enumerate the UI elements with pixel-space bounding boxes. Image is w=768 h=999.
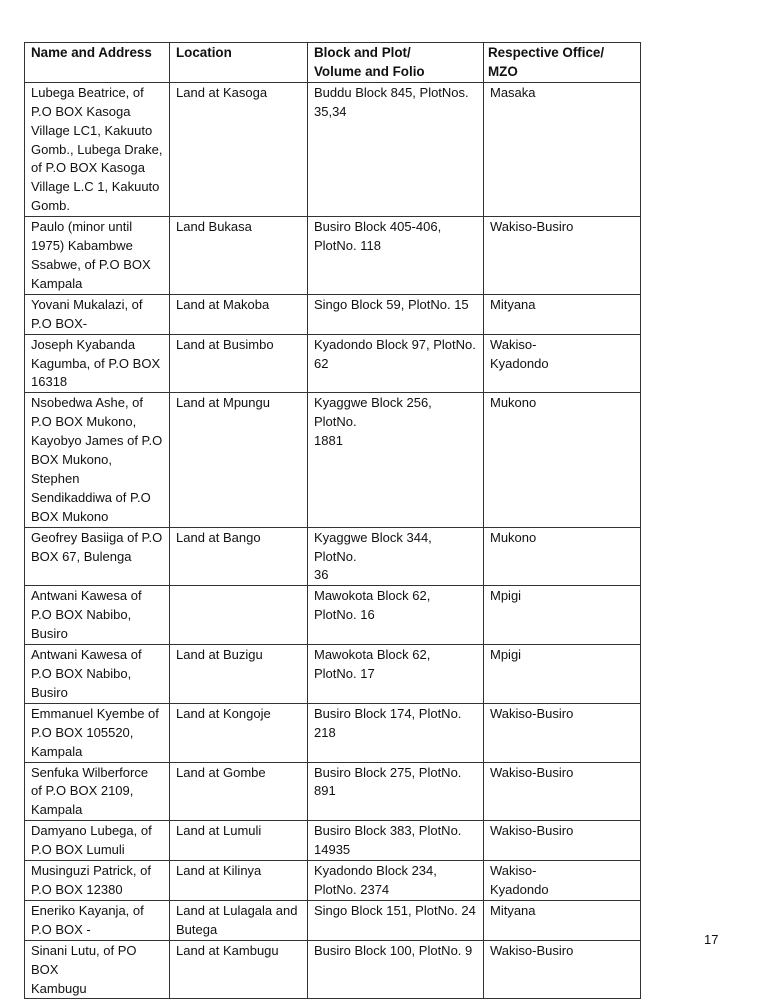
cell-block-plot: Busiro Block 383, PlotNo. 14935 [308, 821, 484, 861]
cell-name-address: Musinguzi Patrick, of P.O BOX 12380 [25, 861, 170, 901]
header-block-plot: Block and Plot/ Volume and Folio [308, 43, 484, 83]
cell-location: Land at Bango [170, 527, 308, 586]
cell-block-plot: Mawokota Block 62, PlotNo. 17 [308, 645, 484, 704]
cell-location: Land at Lumuli [170, 821, 308, 861]
cell-block-plot: Singo Block 59, PlotNo. 15 [308, 294, 484, 334]
cell-block-plot: Singo Block 151, PlotNo. 24 [308, 900, 484, 940]
cell-location: Land at Mpungu [170, 393, 308, 527]
table-row [25, 294, 641, 334]
cell-location: Land at Busimbo [170, 334, 308, 393]
table-row [25, 861, 641, 901]
cell-block-plot: Kyadondo Block 97, PlotNo. 62 [308, 334, 484, 393]
cell-office: Wakiso- Kyadondo [484, 861, 641, 901]
header-name-address: Name and Address [25, 43, 170, 83]
table-header-row [25, 43, 641, 83]
cell-block-plot: Kyaggwe Block 256, PlotNo. 1881 [308, 393, 484, 527]
cell-location: Land at Kasoga [170, 82, 308, 216]
table-row [25, 703, 641, 762]
cell-block-plot: Buddu Block 845, PlotNos. 35,34 [308, 82, 484, 216]
cell-name-address: Damyano Lubega, of P.O BOX Lumuli [25, 821, 170, 861]
cell-block-plot: Busiro Block 100, PlotNo. 9 [308, 940, 484, 999]
table-row [25, 527, 641, 586]
cell-name-address: Antwani Kawesa of P.O BOX Nabibo, Busiro [25, 645, 170, 704]
cell-name-address: Paulo (minor until 1975) Kabambwe Ssabwe, of P.O BOX Kampala [25, 217, 170, 295]
cell-location: Land at Kilinya [170, 861, 308, 901]
cell-block-plot: Busiro Block 275, PlotNo. 891 [308, 762, 484, 821]
cell-location: Land at Kambugu [170, 940, 308, 999]
cell-office: Wakiso-Busiro [484, 940, 641, 999]
cell-office: Mityana [484, 900, 641, 940]
cell-location: Land at Kongoje [170, 703, 308, 762]
cell-block-plot: Kyaggwe Block 344, PlotNo. 36 [308, 527, 484, 586]
cell-name-address: Sinani Lutu, of PO BOX Kambugu [25, 940, 170, 999]
cell-name-address: Eneriko Kayanja, of P.O BOX - [25, 900, 170, 940]
table-row [25, 940, 641, 999]
cell-office: Wakiso-Busiro [484, 762, 641, 821]
land-register-table [24, 42, 641, 999]
table-row [25, 334, 641, 393]
cell-name-address: Emmanuel Kyembe of P.O BOX 105520, Kampala [25, 703, 170, 762]
cell-block-plot: Mawokota Block 62, PlotNo. 16 [308, 586, 484, 645]
table-body [25, 82, 641, 999]
cell-name-address: Senfuka Wilberforce of P.O BOX 2109, Kampala [25, 762, 170, 821]
table-row [25, 900, 641, 940]
cell-office: Wakiso- Kyadondo [484, 334, 641, 393]
cell-block-plot: Kyadondo Block 234, PlotNo. 2374 [308, 861, 484, 901]
cell-office: Wakiso-Busiro [484, 217, 641, 295]
cell-location: Land at Lulagala and Butega [170, 900, 308, 940]
cell-name-address: Yovani Mukalazi, of P.O BOX- [25, 294, 170, 334]
table-row [25, 217, 641, 295]
cell-office: Wakiso-Busiro [484, 703, 641, 762]
cell-location: Land Bukasa [170, 217, 308, 295]
table-row [25, 762, 641, 821]
cell-name-address: Nsobedwa Ashe, of P.O BOX Mukono, Kayobyo James of P.O BOX Mukono, Stephen Sendikaddiwa of P.O BOX Mukono [25, 393, 170, 527]
header-office: Respective Office/ MZO [484, 43, 641, 83]
cell-name-address: Geofrey Basiiga of P.O BOX 67, Bulenga [25, 527, 170, 586]
cell-office: Wakiso-Busiro [484, 821, 641, 861]
cell-location: Land at Buzigu [170, 645, 308, 704]
cell-block-plot: Busiro Block 405-406, PlotNo. 118 [308, 217, 484, 295]
cell-name-address: Antwani Kawesa of P.O BOX Nabibo, Busiro [25, 586, 170, 645]
cell-office: Mpigi [484, 586, 641, 645]
cell-office: Mityana [484, 294, 641, 334]
table-row [25, 82, 641, 216]
cell-location: Land at Makoba [170, 294, 308, 334]
table-row [25, 645, 641, 704]
cell-block-plot: Busiro Block 174, PlotNo. 218 [308, 703, 484, 762]
cell-location: Land at Gombe [170, 762, 308, 821]
header-location: Location [170, 43, 308, 83]
cell-office: Masaka [484, 82, 641, 216]
table-row [25, 393, 641, 527]
cell-name-address: Lubega Beatrice, of P.O BOX Kasoga Village LC1, Kakuuto Gomb., Lubega Drake, of P.O BOX Kasoga Village L.C 1, Kakuuto Gomb. [25, 82, 170, 216]
page-number: 17 [704, 932, 719, 947]
cell-office: Mukono [484, 393, 641, 527]
table-row [25, 821, 641, 861]
cell-location [170, 586, 308, 645]
cell-office: Mpigi [484, 645, 641, 704]
cell-name-address: Joseph Kyabanda Kagumba, of P.O BOX 16318 [25, 334, 170, 393]
cell-office: Mukono [484, 527, 641, 586]
table-row [25, 586, 641, 645]
